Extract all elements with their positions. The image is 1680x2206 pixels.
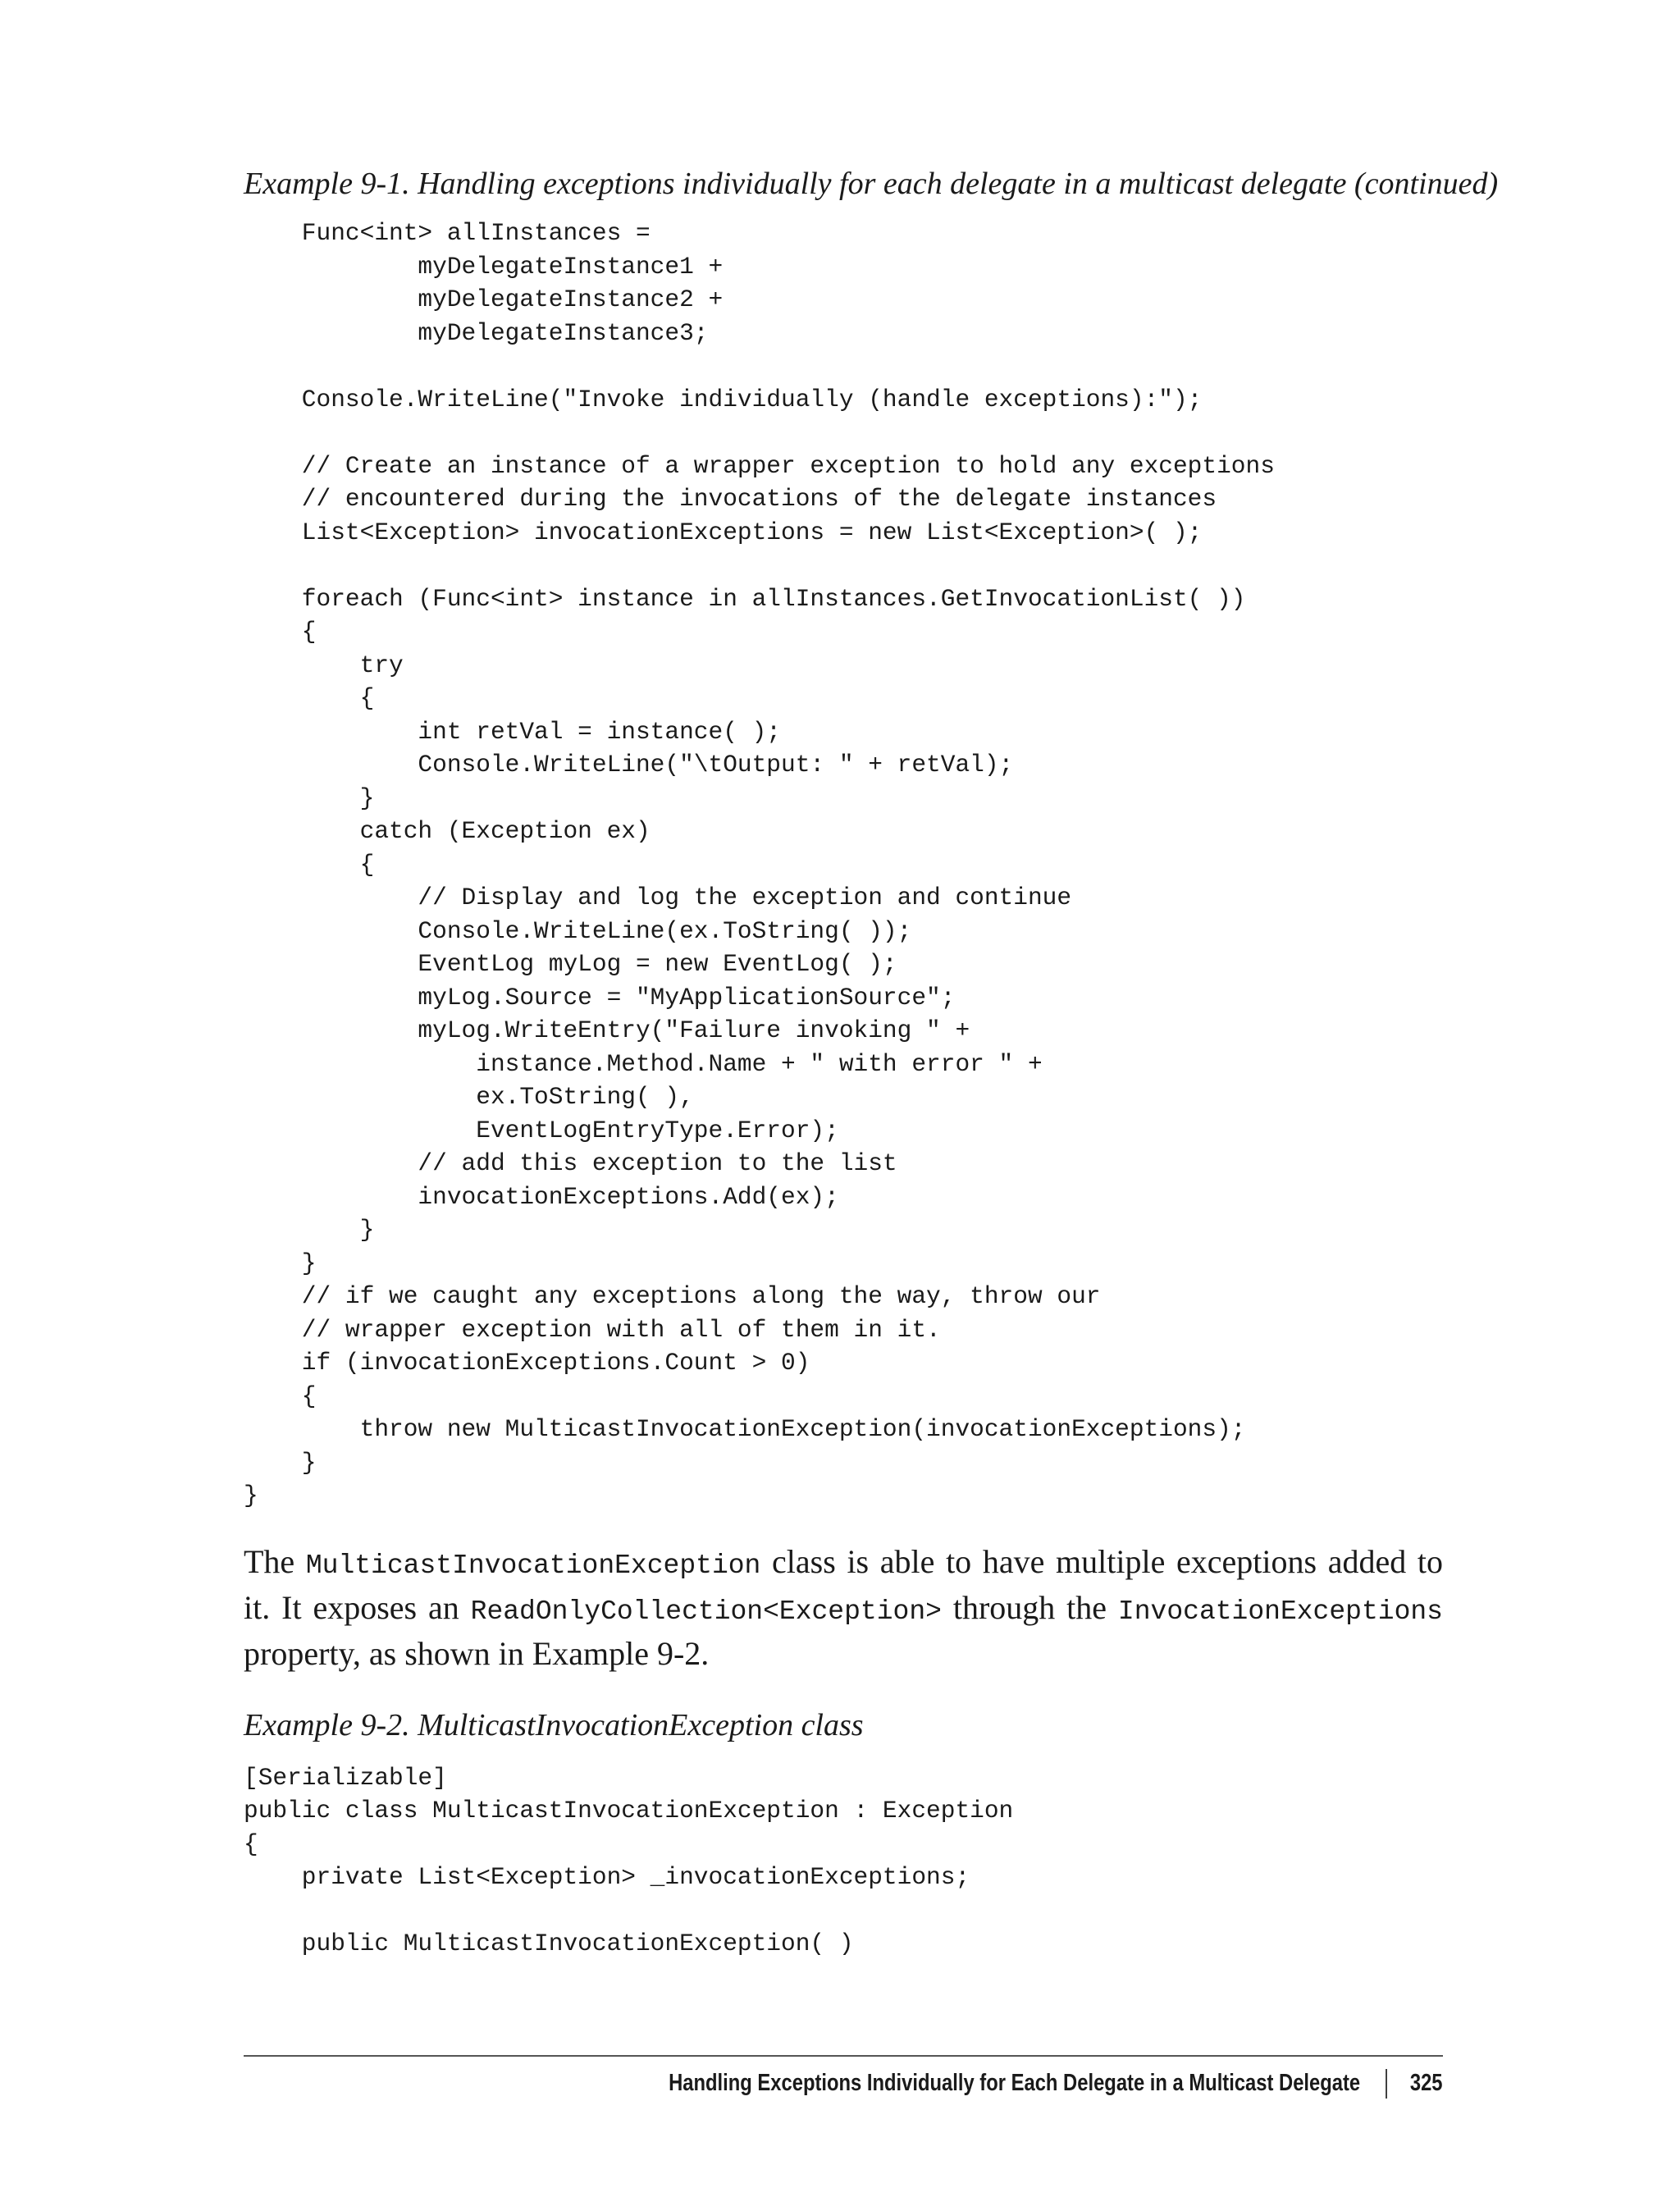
code-line: } <box>244 1216 375 1244</box>
example-caption: Example 9-1. Handling exceptions individually for each delegate in a multicast delegate (continued) <box>244 167 1499 201</box>
code-line: { <box>244 684 375 712</box>
code-line: List<Exception> invocationExceptions = new List<Exception>( ); <box>244 518 1203 546</box>
code-line: instance.Method.Name + " with error " + <box>244 1049 1043 1078</box>
code-line: int retVal = instance( ); <box>244 717 782 746</box>
paragraph-text: through the <box>941 1588 1118 1626</box>
paragraph-text: property, as shown in Example 9-2. <box>244 1634 710 1672</box>
code-line: // encountered during the invocations of the delegate instances <box>244 485 1217 513</box>
code-line: myDelegateInstance1 + <box>244 252 724 281</box>
code-line: myLog.WriteEntry("Failure invoking " + <box>244 1016 970 1044</box>
code-line: myDelegateInstance3; <box>244 318 709 347</box>
code-line: // Display and log the exception and continue <box>244 884 1072 911</box>
example-caption: Example 9-2. MulticastInvocationException class <box>244 1707 864 1742</box>
code-line: myLog.Source = "MyApplicationSource"; <box>244 983 956 1012</box>
code-line <box>244 1894 1443 1928</box>
code-line: { <box>244 1382 317 1410</box>
paragraph-text: class is able to have multiple exceptions added to it. It exposes an <box>244 1542 1444 1626</box>
code-line: foreach (Func<int> instance in allInstances.GetInvocationList( )) <box>244 584 1246 613</box>
code-line: Console.WriteLine(ex.ToString( )); <box>244 916 912 945</box>
code-line: invocationExceptions.Add(ex); <box>244 1182 839 1211</box>
code-line: } <box>244 1482 258 1509</box>
paragraph-text: The <box>244 1542 306 1580</box>
code-line: EventLogEntryType.Error); <box>244 1116 839 1144</box>
code-line: catch (Exception ex) <box>244 817 651 845</box>
code-line: throw new MulticastInvocationException(invocationExceptions); <box>244 1415 1246 1443</box>
code-line: // add this exception to the list <box>244 1149 897 1177</box>
code-line: EventLog myLog = new EventLog( ); <box>244 950 897 978</box>
running-footer <box>244 2055 1443 2096</box>
inline-code: InvocationExceptions <box>1117 1596 1443 1627</box>
code-line: } <box>244 1448 317 1477</box>
code-line: ex.ToString( ), <box>244 1083 694 1111</box>
body-paragraph <box>244 1541 1443 1674</box>
code-line: // if we caught any exceptions along the way, throw our <box>244 1282 1101 1310</box>
code-line: } <box>244 783 375 812</box>
inline-code: MulticastInvocationException <box>305 1550 761 1581</box>
code-line: { <box>244 850 375 879</box>
code-line: if (invocationExceptions.Count > 0) <box>244 1349 810 1377</box>
code-line <box>244 416 1443 450</box>
code-line: try <box>244 651 404 679</box>
code-line: Func<int> allInstances = <box>244 219 651 247</box>
code-line: public class MulticastInvocationException : Exception <box>244 1797 1014 1825</box>
code-line: public MulticastInvocationException( ) <box>244 1930 854 1957</box>
code-listing <box>244 217 1443 1513</box>
code-line <box>244 349 1443 383</box>
page-number: 325 <box>1410 2070 1443 2096</box>
code-line: myDelegateInstance2 + <box>244 285 724 313</box>
code-line: Console.WriteLine("\tOutput: " + retVal); <box>244 751 1014 779</box>
footer-line <box>669 2067 1443 2099</box>
code-line: { <box>244 1829 258 1858</box>
code-line: // Create an instance of a wrapper exception to hold any exceptions <box>244 451 1275 480</box>
code-line: } <box>244 1249 317 1277</box>
inline-code: ReadOnlyCollection<Exception> <box>470 1596 942 1627</box>
code-line: [Serializable] <box>244 1763 447 1792</box>
page-content <box>244 164 1499 1961</box>
code-line: { <box>244 618 317 646</box>
code-line: private List<Exception> _invocationExceptions; <box>244 1863 970 1891</box>
footer-title: Handling Exceptions Individually for Each Delegate in a Multicast Delegate <box>669 2070 1361 2096</box>
footer-separator <box>1386 2069 1388 2099</box>
code-listing <box>244 1761 1443 1961</box>
code-line: Console.WriteLine("Invoke individually (handle exceptions):"); <box>244 385 1203 413</box>
code-line <box>244 549 1443 582</box>
code-line: // wrapper exception with all of them in it. <box>244 1315 941 1344</box>
